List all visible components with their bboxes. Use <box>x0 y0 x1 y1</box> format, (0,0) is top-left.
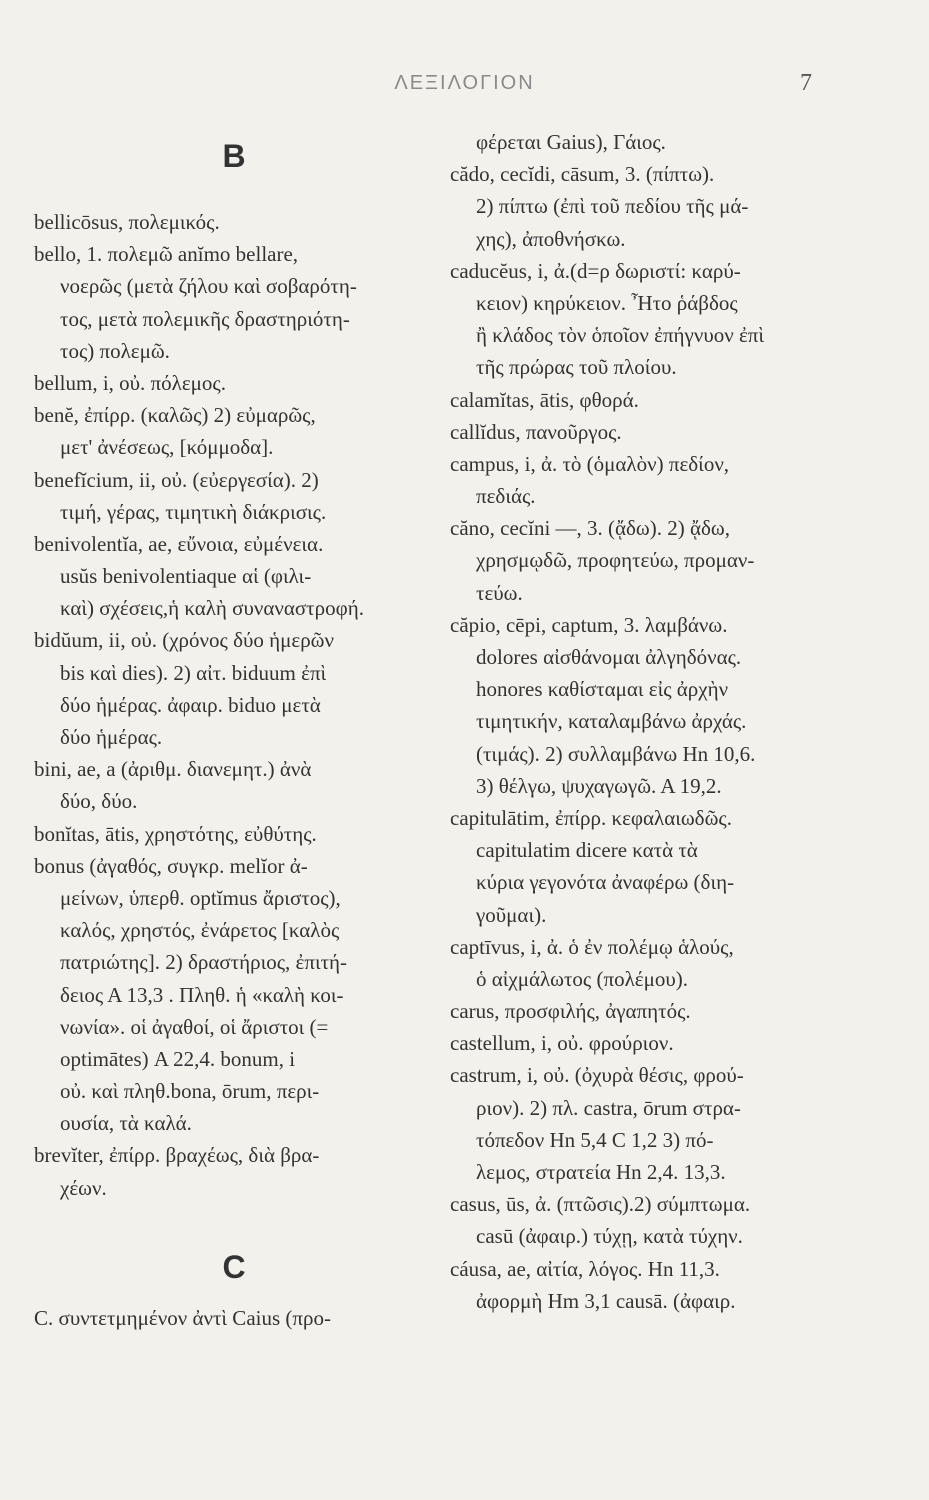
entry-line: dolores αἰσθάνομαι ἀλγηδόνας. <box>476 645 742 669</box>
entries-b <box>34 206 434 1204</box>
entry-line: πατριώτης]. 2) δραστήριος, ἐπιτή- <box>60 950 348 975</box>
entry-line: cădo, cecĭdi, cāsum, 3. (πίπτω). <box>450 162 715 187</box>
entry-line: bidŭum, ii, οὐ. (χρόνος δύο ἡμερῶν <box>34 628 334 653</box>
left-column <box>34 126 434 1334</box>
entry-line: bis καὶ dies). 2) αἰτ. biduum ἐπὶ <box>60 660 327 685</box>
entry-line: castrum, i, οὐ. (ὀχυρὰ θέσις, φρού- <box>450 1063 744 1088</box>
entry-line: campus, i, ἀ. τὸ (ὁμαλὸν) πεδίον, <box>450 451 730 476</box>
entry-line: κειον) κηρύκειον. Ἦτο ῥάβδος <box>476 290 738 315</box>
entry-line: carus, προσφιλής, ἀγαπητός. <box>450 999 691 1024</box>
entry-line: callĭdus, πανοῦργος. <box>450 419 622 444</box>
entry-line: caducĕus, i, ἀ.(d=ρ δωριστί: καρύ- <box>450 258 741 283</box>
entry-line: casū (ἀφαιρ.) τύχῃ, κατὰ τύχην. <box>476 1224 743 1249</box>
entry-line: δύο ἡμέρας. ἀφαιρ. biduo μετὰ <box>60 692 321 717</box>
entry-line: bellicōsus, πολεμικός. <box>34 210 220 234</box>
entry-line: usŭs benivolentiaque αἱ (φιλι- <box>60 564 312 589</box>
entry-line: νωνία». οἱ ἀγαθοί, οἱ ἄριστοι (= <box>60 1014 329 1039</box>
entry-line: căno, cecĭni —, 3. (ᾄδω). 2) ᾄδω, <box>450 516 730 541</box>
entry-line: φέρεται Gaius), Γάιος. <box>476 130 666 154</box>
entry-line: castellum, i, οὐ. φρούριον. <box>450 1031 674 1056</box>
entry-line: νοερῶς (μετὰ ζήλου καὶ σοβαρότη- <box>60 274 357 299</box>
entry-line: δύο ἡμέρας. <box>60 725 163 749</box>
entry-line: bello, 1. πολεμῶ anĭmo bellare, <box>34 242 299 267</box>
entries-right <box>450 126 875 1317</box>
entry-line: bonĭtas, ātis, χρηστότης, εὐθύτης. <box>34 821 317 846</box>
right-column <box>450 126 875 1317</box>
entry-line: optimātes) Α 22,4. bonum, i <box>60 1046 296 1071</box>
entry-line: τόπεδον Hn 5,4 C 1,2 3) πό- <box>476 1127 714 1152</box>
entry-line: ὁ αἰχμάλωτος (πολέμου). <box>476 966 688 991</box>
entry-line: ἢ κλάδος τὸν ὁποῖον ἐπήγνυον ἐπὶ <box>476 323 765 348</box>
entry-line: μείνων, ὑπερθ. optĭmus ἄριστος), <box>60 885 341 910</box>
entry-line: δειος Α 13,3 . Πληθ. ἡ «καλὴ κοι- <box>60 982 344 1007</box>
entry-line: οὐ. καὶ πληθ.bona, ōrum, περι- <box>60 1079 320 1104</box>
entry-line: τος, μετὰ πολεμικῆς δραστηριότη- <box>60 306 350 331</box>
entries-c <box>34 1302 434 1334</box>
entry-line: captīvus, i, ἀ. ὁ ἐν πολέμῳ ἁλούς, <box>450 934 734 959</box>
entry-line: benĕ, ἐπίρρ. (καλῶς) 2) εὐμαρῶς, <box>34 403 316 428</box>
entry-line: πεδιάς. <box>476 484 536 509</box>
entry-line: capitulātim, ἐπίρρ. κεφαλαιωδῶς. <box>450 805 732 830</box>
entry-line: δύο, δύο. <box>60 789 138 814</box>
entry-line: ἀφορμὴ Hm 3,1 causā. (ἀφαιρ. <box>476 1288 736 1313</box>
entry-line: τιμητικήν, καταλαμβάνω ἀρχάς. <box>476 709 747 734</box>
entry-line: τεύω. <box>476 580 523 605</box>
entry-line: 3) θέλγω, ψυχαγωγῶ. Α 19,2. <box>476 773 722 798</box>
entry-line: bellum, i, οὐ. πόλεμος. <box>34 370 226 395</box>
section-letter-c: C <box>222 1248 246 1285</box>
entry-line: γοῦμαι). <box>476 902 547 927</box>
page-number: 7 <box>800 70 812 96</box>
entry-line: casus, ūs, ἀ. (πτῶσις).2) σύμπτωμα. <box>450 1192 751 1217</box>
entry-line: cáusa, ae, αἰτία, λόγος. Hn 11,3. <box>450 1256 720 1281</box>
entry-line: καὶ) σχέσεις,ἡ καλὴ συναναστροφή. <box>60 596 364 621</box>
entry-line: brevĭter, ἐπίρρ. βραχέως, διὰ βρα- <box>34 1143 320 1168</box>
entry-line: bini, ae, a (ἀριθμ. διανεμητ.) ἀνὰ <box>34 757 312 782</box>
section-letter-b: B <box>222 138 246 174</box>
entry-line: τῆς πρώρας τοῦ πλοίου. <box>476 355 677 380</box>
entry-line: căpio, cēpi, captum, 3. λαμβάνω. <box>450 612 728 637</box>
entry-line: χρησμῳδῶ, προφητεύω, προμαν- <box>476 548 755 573</box>
entry-line: honores καθίσταμαι εἰς ἀρχὴν <box>476 677 729 702</box>
entry-line: calamĭtas, ātis, φθορά. <box>450 387 639 412</box>
entry-line: τιμή, γέρας, τιμητικὴ διάκρισις. <box>60 499 327 524</box>
running-head: ΛΕΞΙΛΟΓΙΟΝ <box>394 72 535 94</box>
entry-line: μετ' ἀνέσεως, [κόμμοδα]. <box>60 435 274 460</box>
entry-line: κύρια γεγονότα ἀναφέρω (διη- <box>476 870 735 895</box>
entry-line: ουσία, τὰ καλά. <box>60 1111 192 1136</box>
entry-line: benefĭcium, ii, οὐ. (εὐεργεσία). 2) <box>34 467 319 492</box>
entry-line: C. συντετμημένον ἀντὶ Caius (προ- <box>34 1305 331 1330</box>
entry-line: (τιμάς). 2) συλλαμβάνω Hn 10,6. <box>476 741 756 766</box>
entry-line: τος) πολεμῶ. <box>60 338 170 363</box>
entry-line: 2) πίπτω (ἐπὶ τοῦ πεδίου τῆς μά- <box>476 194 749 219</box>
entry-line: χέων. <box>60 1175 107 1200</box>
entry-line: benivolentĭa, ae, εὔνοια, εὐμένεια. <box>34 531 324 556</box>
entry-line: χης), ἀποθνήσκω. <box>476 226 626 251</box>
entry-line: λεμος, στρατεία Hn 2,4. 13,3. <box>476 1160 726 1184</box>
entry-line: bonus (ἀγαθός, συγκρ. melĭor ἀ- <box>34 853 308 878</box>
entry-line: capitulatim dicere κατὰ τὰ <box>476 838 698 863</box>
entry-line: καλός, χρηστός, ἐνάρετος [καλὸς <box>60 918 340 943</box>
entry-line: ριον). 2) πλ. castra, ōrum στρα- <box>476 1095 741 1120</box>
